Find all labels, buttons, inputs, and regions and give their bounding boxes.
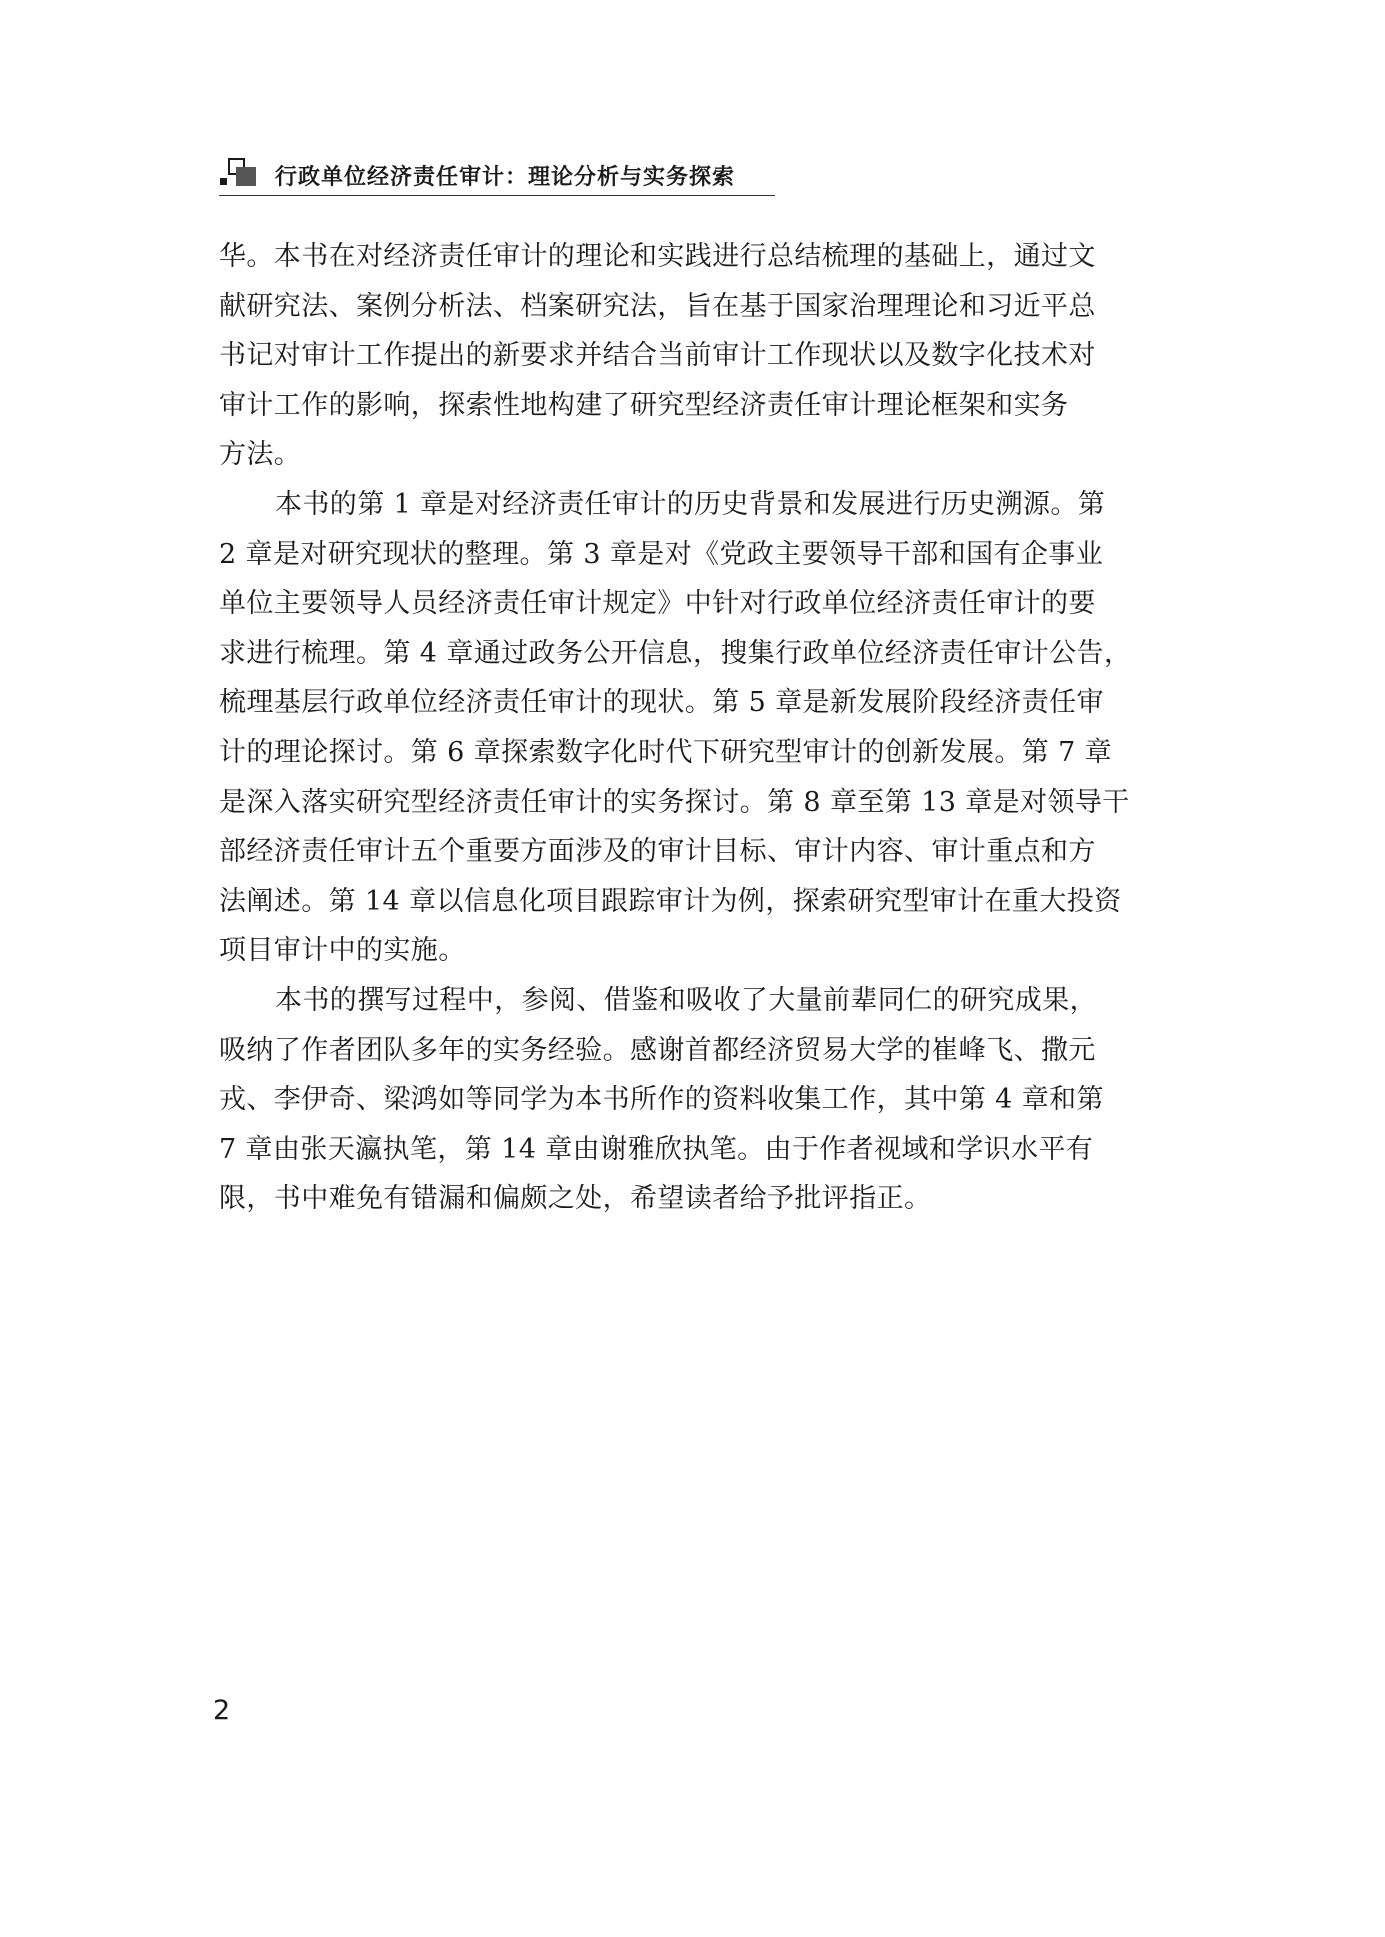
page-number: 2	[213, 1695, 231, 1726]
text-line: 吸纳了作者团队多年的实务经验。感谢首都经济贸易大学的崔峰飞、撒元	[219, 1034, 1096, 1066]
text-line: 法阐述。第 14 章以信息化项目跟踪审计为例，探索研究型审计在重大投资	[219, 885, 1122, 917]
text-line: 是深入落实研究型经济责任审计的实务探讨。第 8 章至第 13 章是对领导干	[219, 786, 1130, 818]
text-line: 单位主要领导人员经济责任审计规定》中针对行政单位经济责任审计的要	[219, 588, 1096, 620]
text-line: 限，书中难免有错漏和偏颇之处，希望读者给予批评指正。	[219, 1183, 932, 1215]
text-line: 华。本书在对经济责任审计的理论和实践进行总结梳理的基础上，通过文	[219, 241, 1096, 272]
text-line: 项目审计中的实施。	[219, 935, 466, 967]
text-line: 本书的第 1 章是对经济责任审计的历史背景和发展进行历史溯源。第	[275, 488, 1106, 520]
text-line: 部经济责任审计五个重要方面涉及的审计目标、审计内容、审计重点和方	[219, 836, 1096, 868]
text-line: 7 章由张天瀛执笔，第 14 章由谢雅欣执笔。由于作者视域和学识水平有	[219, 1133, 1094, 1165]
text-line: 方法。	[219, 439, 302, 471]
running-header	[219, 155, 775, 196]
text-line: 本书的撰写过程中，参阅、借鉴和吸收了大量前辈同仁的研究成果，	[275, 984, 1097, 1016]
paragraph-2	[219, 480, 1159, 976]
running-header-title: 行政单位经济责任审计：理论分析与实务探索	[275, 165, 736, 190]
text-line: 戎、李伊奇、梁鸿如等同学为本书所作的资料收集工作，其中第 4 章和第	[219, 1084, 1104, 1116]
text-line: 梳理基层行政单位经济责任审计的现状。第 5 章是新发展阶段经济责任审	[219, 687, 1104, 719]
body-text	[219, 232, 1159, 1224]
header-squares-icon	[219, 157, 257, 187]
text-line: 献研究法、案例分析法、档案研究法，旨在基于国家治理理论和习近平总	[219, 290, 1096, 322]
text-line: 审计工作的影响，探索性地构建了研究型经济责任审计理论框架和实务	[219, 389, 1069, 421]
text-line: 求进行梳理。第 4 章通过政务公开信息，搜集行政单位经济责任审计公告，	[219, 637, 1132, 669]
paragraph-1	[219, 232, 1159, 480]
text-line: 书记对审计工作提出的新要求并结合当前审计工作现状以及数字化技术对	[219, 340, 1096, 372]
text-line: 计的理论探讨。第 6 章探索数字化时代下研究型审计的创新发展。第 7 章	[219, 736, 1113, 768]
paragraph-3	[219, 976, 1159, 1224]
text-line: 2 章是对研究现状的整理。第 3 章是对《党政主要领导干部和国有企事业	[219, 538, 1104, 570]
